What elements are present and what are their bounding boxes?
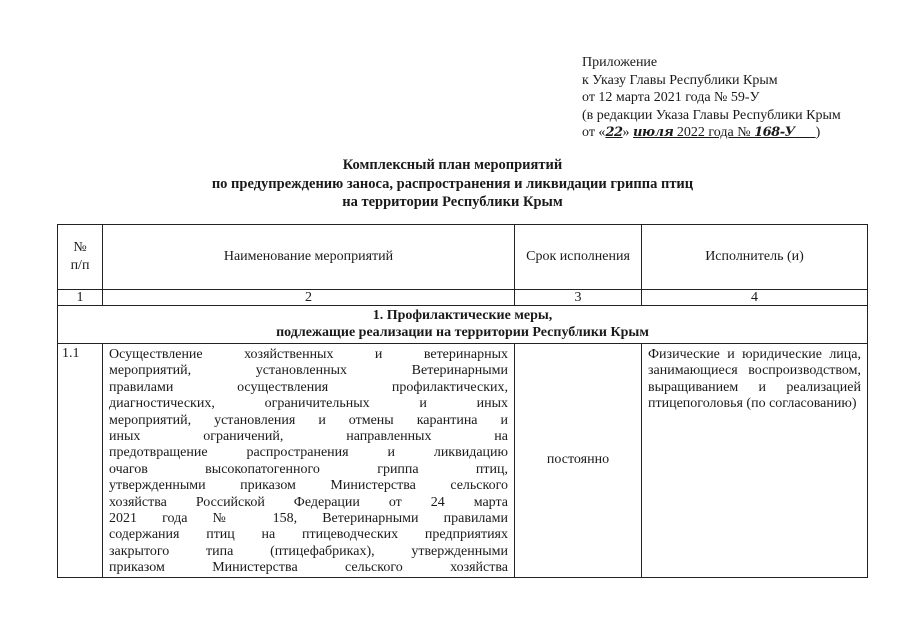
title-line-2: по предупреждению заноса, распространения и ликвидации гриппа птиц [211,175,694,192]
col-number-3: 3 [515,290,642,306]
header-name: Наименование мероприятий [103,225,515,290]
header-executor: Исполнитель (и) [642,225,868,290]
approval-block [582,54,841,142]
col-number-1: 1 [58,290,103,306]
handwritten-number: 168-У [754,125,795,140]
handwritten-day: 22 [605,125,623,140]
handwritten-month: июля [633,125,674,140]
approval-line-5: от «22» июля 2022 года № 168-У ) [582,125,821,140]
approval-line-1: Приложение [582,55,658,70]
column-number-row [58,290,868,306]
row-number: 1.1 [58,344,103,578]
title-line-1: Комплексный план мероприятий [342,157,563,173]
table-header-row [58,225,868,290]
col-number-2: 2 [103,290,515,306]
section-heading: 1. Профилактические меры, подлежащие реализации на территории Республики Крым [58,306,868,344]
section-row [58,306,868,344]
document-title [0,156,905,212]
row-executor: Физические и юридические лица, занимающиеся воспроизводством, выращиванием и реализацией птицепоголовья (по согласованию) [642,344,868,578]
approval-line-3: от 12 марта 2021 года № 59-У [582,90,760,105]
col-number-4: 4 [642,290,868,306]
approval-line-4: (в редакции Указа Главы Республики Крым [582,107,841,123]
table-row [58,344,868,578]
approval-line-2: к Указу Главы Республики Крым [582,72,778,88]
row-measure-name: Осуществление хозяйственных и ветеринарных мероприятий, установленных Ветеринарными правилами осуществления профилактических, диагностических, ограничительных и иных мероприятий, установления и отмены карантина и иных ограничений, направленных на предотвращение распространения и ликвидацию очагов высокопатогенного гриппа птиц, утвержденными приказом Министерства сельского хозяйства Российской Федерации от 24 марта 2021 года № 158, Ветеринарными правилами содержания птиц на птицеводческих предприятиях закрытого типа (птицефабриках), утвержденными приказом Министерства сельского хозяйства [103,344,515,578]
header-term: Срок исполнения [515,225,642,290]
plan-table [57,224,868,578]
header-num: № п/п [58,225,103,290]
row-term: постоянно [515,344,642,578]
title-line-3: на территории Республики Крым [342,194,563,210]
